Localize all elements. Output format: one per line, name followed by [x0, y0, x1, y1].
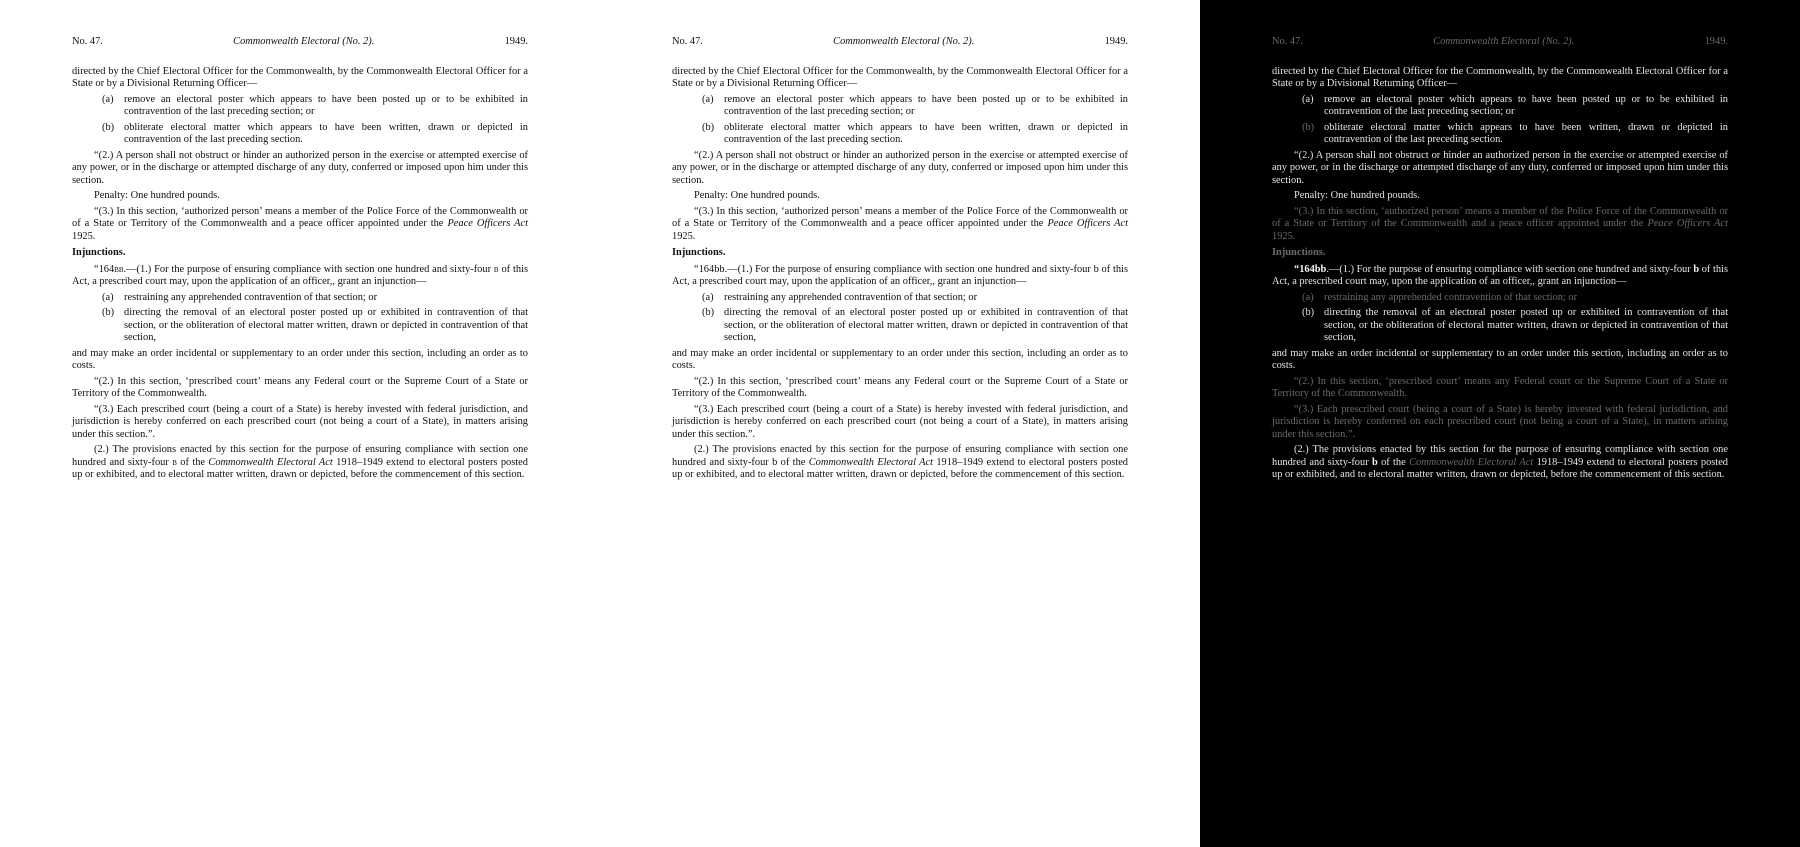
header-number: No. 47. [1272, 36, 1303, 47]
page-header [672, 36, 1128, 49]
subsection-3: “(3.) In this section, ‘authorized person’ means a member of the Police Force of the Commonwealth or of a State or Territory of the Commonwealth and a peace officer appointed under the Peace Officers Act 1925. [672, 205, 1128, 242]
section-164bb-2: “(2.) In this section, ‘prescribed court’ means any Federal court or the Supreme Court of a State or Territory of the Commonwealth. [1272, 375, 1728, 399]
list-item: (a) restraining any apprehended contravention of that section; or [702, 291, 978, 303]
list-item: (a) remove an electoral poster which appears to have been posted up or to be exhibited in contravention of the last preceding section; or [702, 93, 1128, 117]
list-item: (b) directing the removal of an electoral poster posted up or exhibited in contravention of that section, or the obliteration of electoral matter written, drawn or depicted in contravention of that section, [1302, 307, 1728, 343]
header-number: No. 47. [672, 36, 703, 47]
list-item: (b) obliterate electoral matter which appears to have been written, drawn or depicted in contravention of the last preceding section. [102, 121, 528, 145]
intro-paragraph: directed by the Chief Electoral Officer for the Commonwealth, by the Commonwealth Electoral Officer for a State or by a Divisional Returning Officer— [72, 65, 528, 89]
header-year: 1949. [1104, 36, 1128, 47]
page-diff [1200, 0, 1800, 847]
order-paragraph: and may make an order incidental or supplementary to an order under this section, including an order as to costs. [672, 347, 1128, 371]
page-original [0, 0, 600, 847]
section-164bb-2: “(2.) In this section, ‘prescribed court’ means any Federal court or the Supreme Court of a State or Territory of the Commonwealth. [72, 375, 528, 399]
heading-injunctions: Injunctions. [672, 247, 726, 258]
subsection-3: “(3.) In this section, ‘authorized person’ means a member of the Police Force of the Commonwealth or of a State or Territory of the Commonwealth and a peace officer appointed under the Peace Officers Act 1925. [1272, 205, 1728, 242]
subsection-2: “(2.) A person shall not obstruct or hinder an authorized person in the exercise or attempted exercise of any power, or in the discharge or attempted discharge of any duty, conferred or imposed upon him under this section. [672, 149, 1128, 186]
header-title: Commonwealth Electoral (No. 2). [1433, 36, 1575, 47]
intro-paragraph: directed by the Chief Electoral Officer for the Commonwealth, by the Commonwealth Electoral Officer for a State or by a Divisional Returning Officer— [1272, 65, 1728, 89]
list-item: (a) restraining any apprehended contravention of that section; or [1302, 291, 1578, 303]
section-164bb-3: “(3.) Each prescribed court (being a court of a State) is hereby invested with federal jurisdiction, and jurisdiction is hereby conferred on each prescribed court (not being a court of a State), in matters arising under this section.”. [72, 403, 528, 440]
header-year: 1949. [504, 36, 528, 47]
list-item: (b) directing the removal of an electoral poster posted up or exhibited in contravention of that section, or the obliteration of electoral matter written, drawn or depicted in contravention of that section, [702, 307, 1128, 343]
subsection-3: “(3.) In this section, ‘authorized person’ means a member of the Police Force of the Commonwealth or of a State or Territory of the Commonwealth and a peace officer appointed under the Peace Officers Act 1925. [72, 205, 528, 242]
subsection-2-provisions: (2.) The provisions enacted by this section for the purpose of ensuring compliance with section one hundred and sixty-four b of the Commonwealth Electoral Act 1918–1949 extend to electoral posters posted up or exhibited, and to electoral matter written, drawn or depicted, before the commencement of this section. [672, 444, 1128, 480]
heading-injunctions: Injunctions. [1272, 247, 1326, 258]
header-year: 1949. [1704, 36, 1728, 47]
section-164bb: “164bb.—(1.) For the purpose of ensuring compliance with section one hundred and sixty-four b of this Act, a prescribed court may, upon the application of an officer,, grant an injunction— [672, 263, 1128, 287]
list-item: (a) restraining any apprehended contravention of that section; or [102, 291, 378, 303]
section-164bb-3: “(3.) Each prescribed court (being a court of a State) is hereby invested with federal jurisdiction, and jurisdiction is hereby conferred on each prescribed court (not being a court of a State), in matters arising under this section.”. [1272, 403, 1728, 440]
penalty: Penalty: One hundred pounds. [694, 190, 820, 201]
section-164bb: “164bb.—(1.) For the purpose of ensuring compliance with section one hundred and sixty-four b of this Act, a prescribed court may, upon the application of an officer,, grant an injunction— [72, 263, 528, 287]
list-item: (a) remove an electoral poster which appears to have been posted up or to be exhibited in contravention of the last preceding section; or [102, 93, 528, 117]
section-164bb-3: “(3.) Each prescribed court (being a court of a State) is hereby invested with federal jurisdiction, and jurisdiction is hereby conferred on each prescribed court (not being a court of a State), in matters arising under this section.”. [672, 403, 1128, 440]
subsection-2: “(2.) A person shall not obstruct or hinder an authorized person in the exercise or attempted exercise of any power, or in the discharge or attempted discharge of any duty, conferred or imposed upon him under this section. [72, 149, 528, 186]
subsection-2-provisions: (2.) The provisions enacted by this section for the purpose of ensuring compliance with section one hundred and sixty-four b of the Commonwealth Electoral Act 1918–1949 extend to electoral posters posted up or exhibited, and to electoral matter written, drawn or depicted, before the commencement of this section. [72, 444, 528, 480]
list-item: (a) remove an electoral poster which appears to have been posted up or to be exhibited in contravention of the last preceding section; or [1302, 93, 1728, 117]
order-paragraph: and may make an order incidental or supplementary to an order under this section, including an order as to costs. [1272, 347, 1728, 371]
order-paragraph: and may make an order incidental or supplementary to an order under this section, including an order as to costs. [72, 347, 528, 371]
section-164bb-2: “(2.) In this section, ‘prescribed court’ means any Federal court or the Supreme Court of a State or Territory of the Commonwealth. [672, 375, 1128, 399]
page-header [1272, 36, 1728, 49]
intro-paragraph: directed by the Chief Electoral Officer for the Commonwealth, by the Commonwealth Electoral Officer for a State or by a Divisional Returning Officer— [672, 65, 1128, 89]
section-164bb: “164bb.—(1.) For the purpose of ensuring compliance with section one hundred and sixty-four b of this Act, a prescribed court may, upon the application of an officer,, grant an injunction— [1272, 263, 1728, 287]
page-rendered [600, 0, 1200, 847]
header-title: Commonwealth Electoral (No. 2). [833, 36, 975, 47]
list-item: (b) directing the removal of an electoral poster posted up or exhibited in contravention of that section, or the obliteration of electoral matter written, drawn or depicted in contravention of that section, [102, 307, 528, 343]
header-title: Commonwealth Electoral (No. 2). [233, 36, 375, 47]
penalty: Penalty: One hundred pounds. [1294, 190, 1420, 201]
list-item: (b) obliterate electoral matter which appears to have been written, drawn or depicted in contravention of the last preceding section. [1302, 121, 1728, 145]
header-number: No. 47. [72, 36, 103, 47]
subsection-2: “(2.) A person shall not obstruct or hinder an authorized person in the exercise or attempted exercise of any power, or in the discharge or attempted discharge of any duty, conferred or imposed upon him under this section. [1272, 149, 1728, 186]
penalty: Penalty: One hundred pounds. [94, 190, 220, 201]
list-item: (b) obliterate electoral matter which appears to have been written, drawn or depicted in contravention of the last preceding section. [702, 121, 1128, 145]
subsection-2-provisions: (2.) The provisions enacted by this section for the purpose of ensuring compliance with section one hundred and sixty-four b of the Commonwealth Electoral Act 1918–1949 extend to electoral posters posted up or exhibited, and to electoral matter written, drawn or depicted, before the commencement of this section. [1272, 444, 1729, 480]
page-header [72, 36, 528, 49]
heading-injunctions: Injunctions. [72, 247, 126, 258]
